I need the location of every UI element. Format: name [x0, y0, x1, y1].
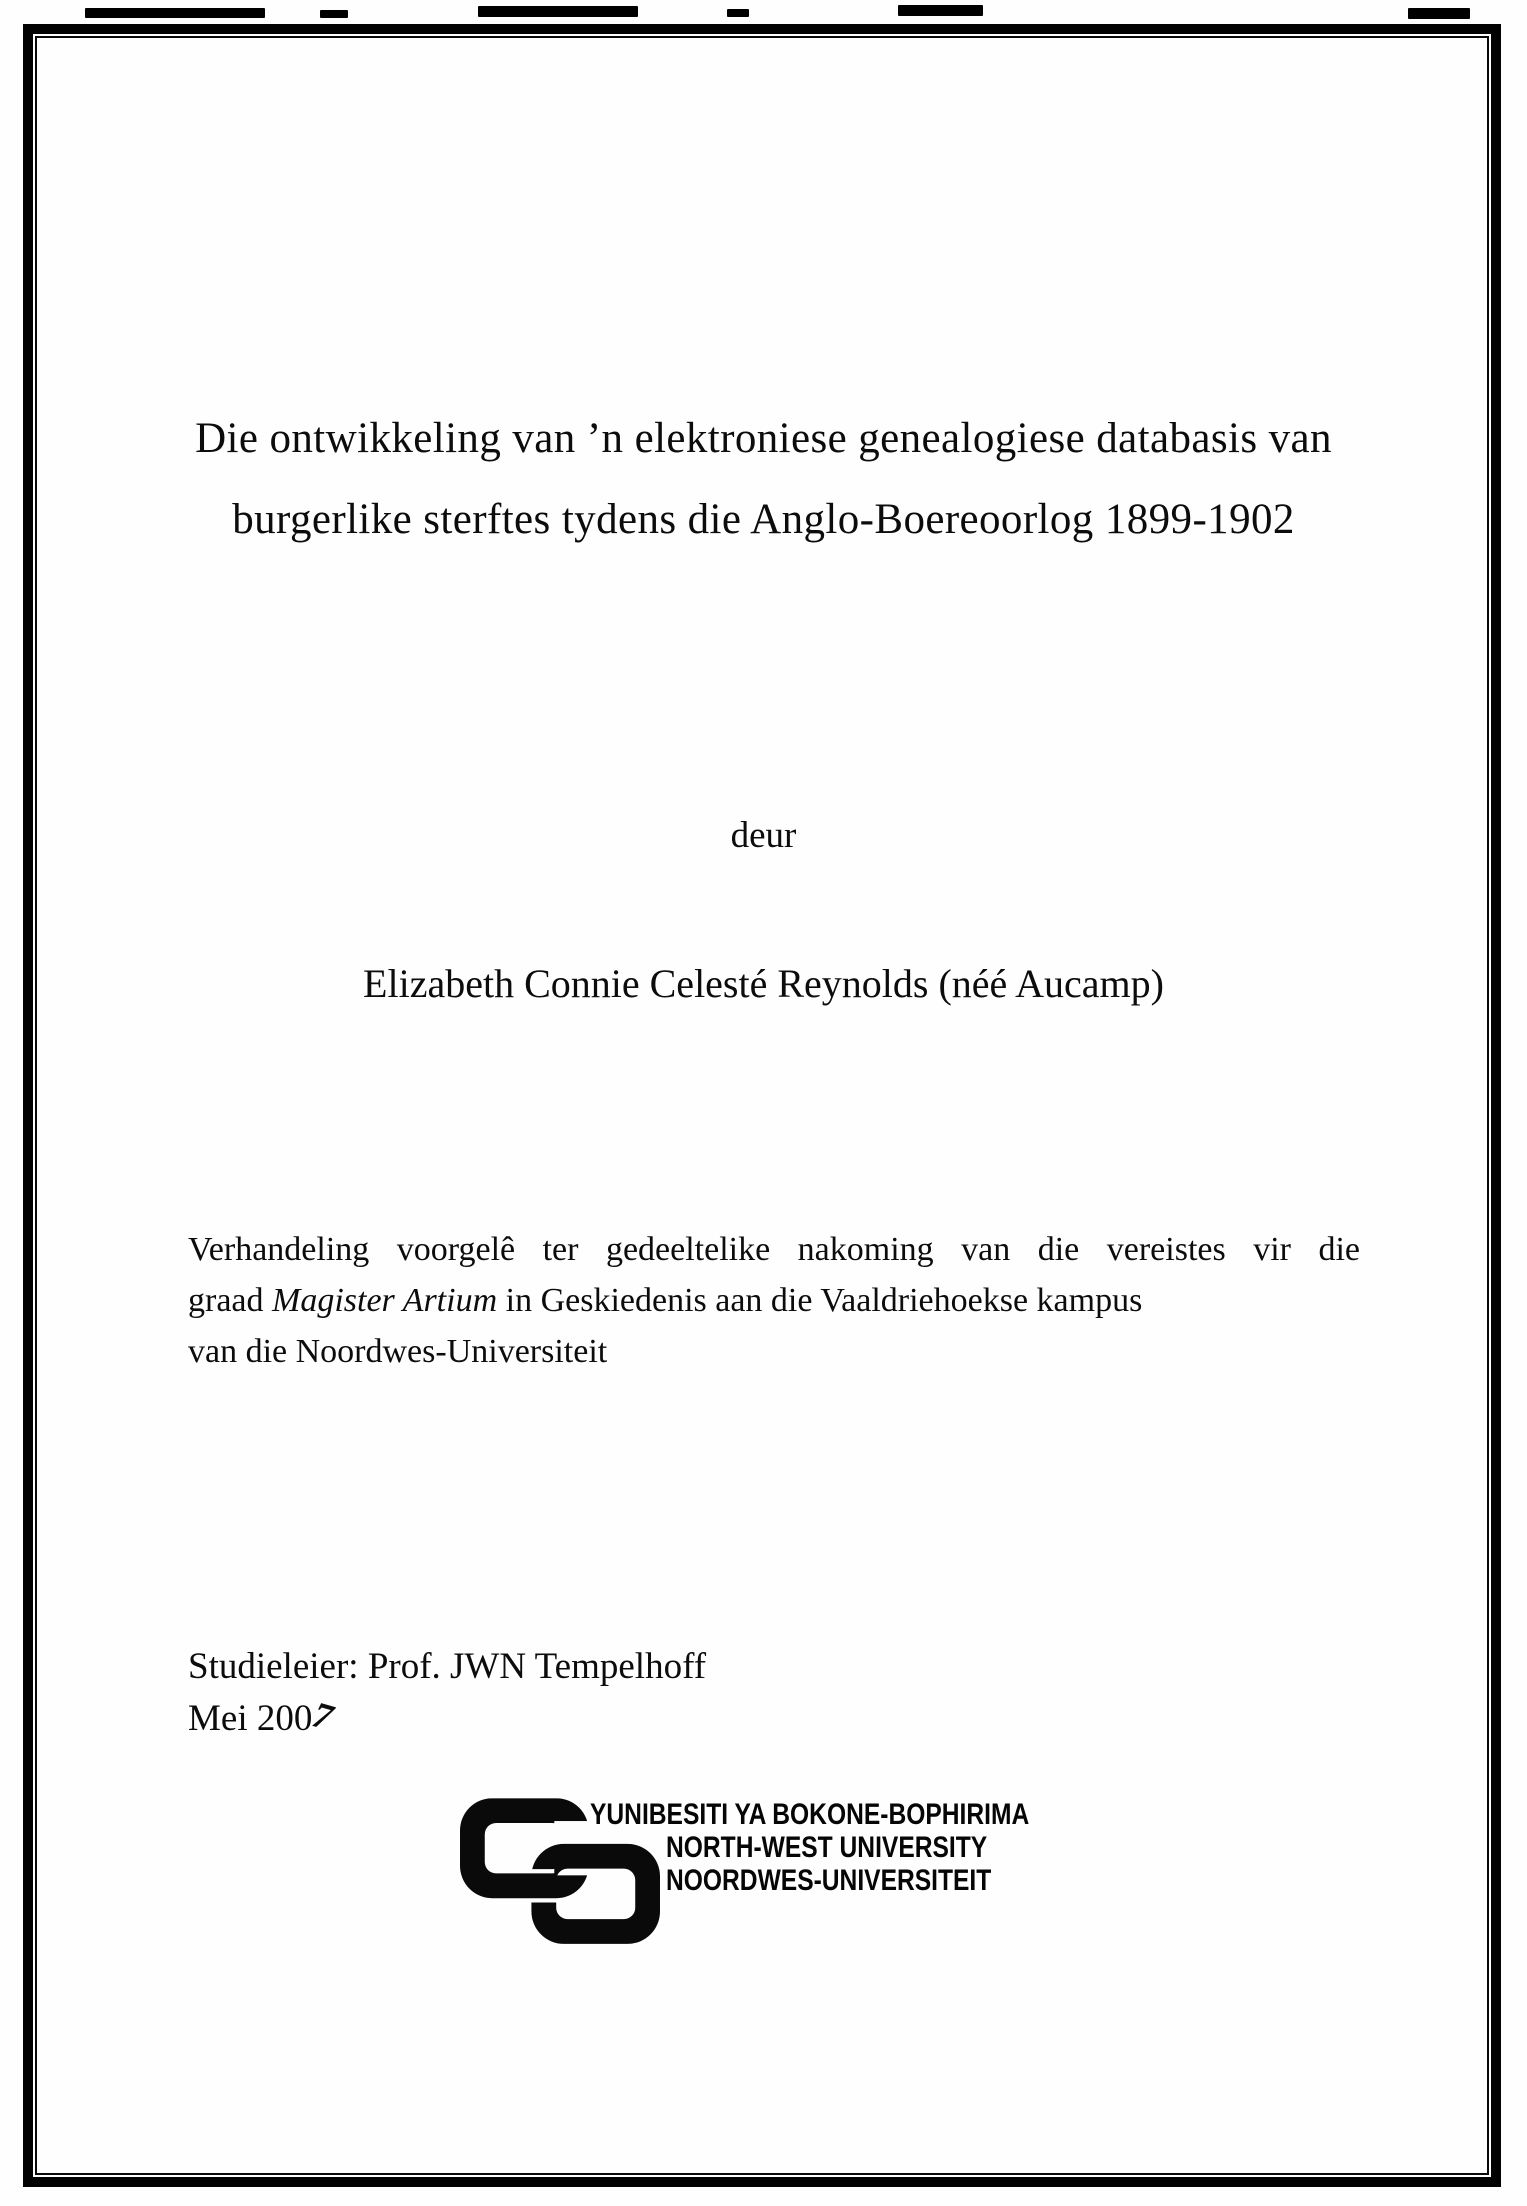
distorted-seven-digit: 7 — [304, 1695, 341, 1738]
degree-declaration — [188, 1224, 1360, 1377]
degree-name: Magister Artium — [272, 1282, 498, 1319]
scan-artifact — [727, 9, 749, 17]
author-name: Elizabeth Connie Celesté Reynolds (néé Aucamp) — [363, 961, 1164, 1006]
declaration-line-1: Verhandeling voorgelê ter gedeeltelike nakoming van die vereistes vir die — [188, 1231, 1360, 1268]
logo-line-setswana: YUNIBESITI YA BOKONE-BOPHIRIMA — [590, 1798, 1030, 1831]
scan-artifact — [478, 6, 638, 17]
declaration-line-2 — [188, 1275, 1360, 1326]
scan-artifact — [320, 10, 348, 18]
thesis-title — [90, 398, 1437, 560]
supervisor-line: Studieleier: Prof. JWN Tempelhoff — [188, 1646, 707, 1687]
scan-artifact — [898, 5, 983, 16]
logo-line-afrikaans: NOORDWES-UNIVERSITEIT — [666, 1864, 992, 1897]
date-line — [188, 1695, 341, 1741]
declaration-line-2-post: in Geskiedenis aan die Vaaldriehoekse kampus — [497, 1282, 1143, 1319]
scan-artifact — [1408, 8, 1470, 19]
date-prefix: Mei 200 — [188, 1698, 313, 1739]
declaration-line-3: van die Noordwes-Universiteit — [188, 1333, 608, 1370]
scan-artifact — [85, 8, 265, 18]
thesis-title-line-1: Die ontwikkeling van ’n elektroniese genealogiese databasis van — [195, 415, 1332, 462]
logo-line-english: NORTH-WEST UNIVERSITY — [666, 1831, 988, 1864]
thesis-title-line-2: burgerlike sterftes tydens die Anglo-Boereoorlog 1899-1902 — [232, 496, 1295, 543]
nwu-logo — [458, 1796, 1098, 1956]
byline-deur-label: deur — [730, 815, 797, 856]
declaration-line-2-pre: graad — [188, 1282, 273, 1319]
